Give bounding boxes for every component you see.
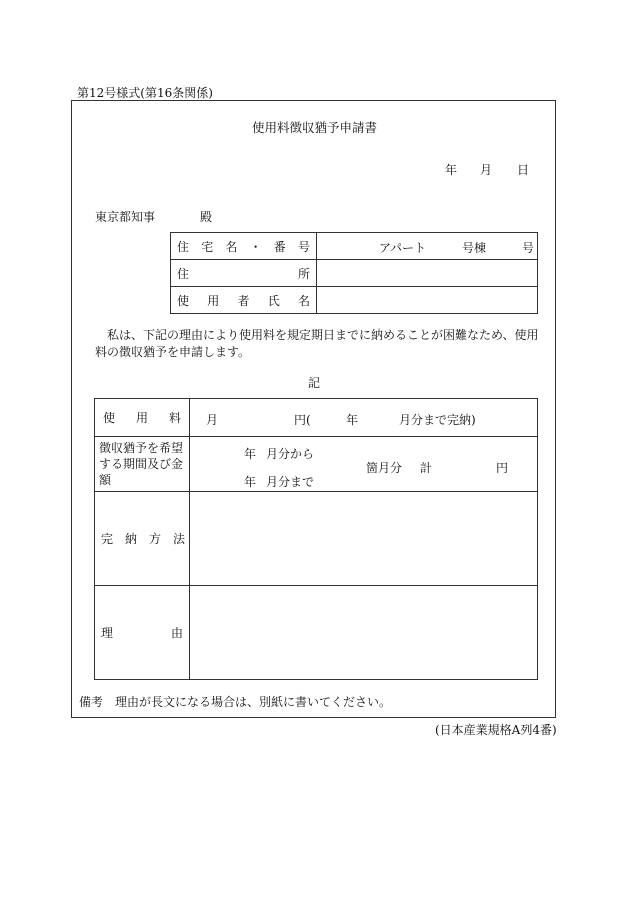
applicant-table — [170, 232, 538, 314]
period-value[interactable] — [190, 437, 538, 492]
method-row — [95, 492, 538, 586]
period-row — [95, 437, 538, 492]
statement: 私は、下記の理由により使用料を規定期日までに納めることが困難なため、使用料の徴収猶予を申請します。 — [95, 328, 539, 359]
ki-label: 記 — [308, 376, 321, 390]
fee-until: 月分まで完納) — [399, 412, 476, 427]
building-label: 号棟 — [462, 241, 487, 255]
period-total: 計 — [420, 461, 433, 475]
applicant-row-housing — [171, 233, 538, 260]
applicant-row-address — [171, 260, 538, 287]
remarks-note: 備考 理由が長文になる場合は、別紙に書いてください。 — [79, 695, 392, 709]
applicant-row-name — [171, 287, 538, 314]
fee-year: 年 — [346, 412, 359, 427]
address-value[interactable] — [317, 260, 538, 287]
date-year: 年 — [445, 163, 458, 177]
method-label: 完 納 方 法 — [95, 492, 190, 586]
housing-label: 住 宅 名 ・ 番 号 — [171, 233, 317, 260]
details-table — [94, 398, 538, 680]
fee-value[interactable] — [190, 399, 538, 437]
fee-yen: 円( — [294, 412, 311, 427]
room-label: 号 — [522, 241, 535, 255]
fee-row — [95, 399, 538, 437]
apartment-label: アパート — [379, 241, 427, 255]
date-day: 日 — [517, 163, 530, 177]
fee-month: 月 — [206, 412, 219, 427]
date-month: 月 — [480, 163, 493, 177]
addressee-honorific: 殿 — [200, 210, 213, 224]
period-yen: 円 — [496, 461, 509, 475]
form-number: 第12号様式(第16条関係) — [77, 86, 213, 100]
user-name-value[interactable] — [317, 287, 538, 314]
form-title: 使用料徴収猶予申請書 — [252, 120, 378, 135]
fee-label: 使 用 料 — [95, 399, 190, 437]
housing-value[interactable] — [317, 233, 538, 260]
period-to-year: 年 — [244, 475, 257, 489]
period-from-text: 月分から — [266, 447, 315, 461]
user-name-label: 使 用 者 氏 名 — [171, 287, 317, 314]
period-label: 徴収猶予を希望する期間及び金額 — [95, 437, 190, 492]
reason-label: 理 由 — [95, 586, 190, 680]
address-label: 住 所 — [171, 260, 317, 287]
period-to-text: 月分まで — [266, 475, 315, 489]
reason-value[interactable] — [190, 586, 538, 680]
paper-size: (日本産業規格A列4番) — [435, 723, 557, 737]
period-from-year: 年 — [244, 447, 257, 461]
addressee-name: 東京都知事 — [95, 210, 156, 224]
reason-row — [95, 586, 538, 680]
method-value[interactable] — [190, 492, 538, 586]
period-months: 箇月分 — [366, 461, 403, 475]
